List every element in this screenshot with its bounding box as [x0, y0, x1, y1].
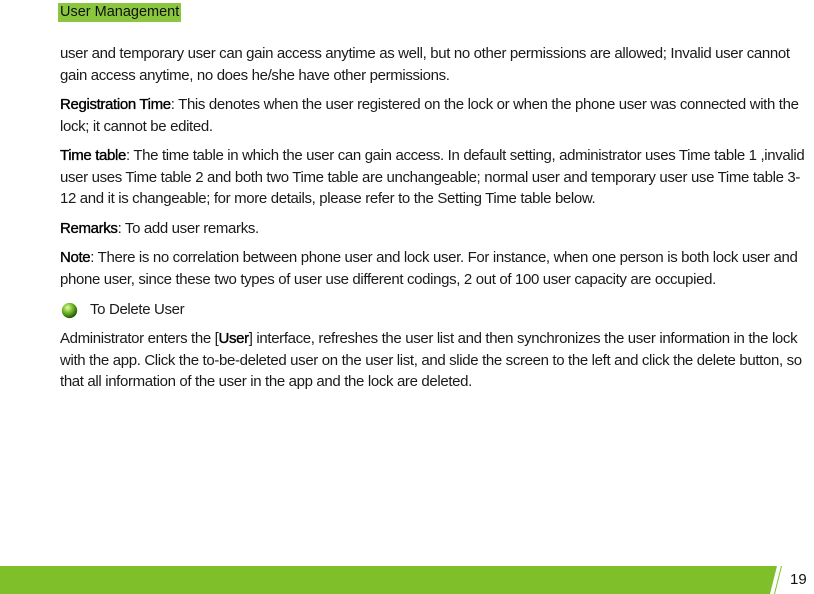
- delete-user-text-rest: ] interface, refreshes the user list and then synchronizes the user information in the lock with the app. Click the to-be-deleted user on the user list, and slide the screen to the left and click the delete button, so that all information of the user in the app and the lock are deleted.: [60, 330, 802, 390]
- registration-time-description: : This denotes when the user registered on the lock or when the phone user was connected with the lock; it cannot be edited.: [60, 96, 799, 135]
- note-description: : There is no correlation between phone user and lock user. For instance, when one person is both lock user and phone user, since these two types of user use different codings, 2 out of 100 user capacity are occupied.: [60, 249, 798, 288]
- term-remarks: Remarks: [60, 219, 118, 237]
- paragraph-note: [60, 247, 810, 290]
- term-user: User: [218, 330, 249, 347]
- paragraph-time-table: [60, 145, 810, 210]
- footer-bar: [0, 566, 760, 594]
- green-sphere-bullet-icon: [61, 302, 78, 319]
- time-table-description: : The time table in which the user can gain access. In default setting, administrator uses Time table 1 ,invalid user uses Time table 2 and both two Time table are unchangeable; normal user and temporary user use Time table 3-12 and it is changeable; for more details, please refer to the Setting Time table below.: [60, 147, 805, 207]
- paragraph-registration-time: [60, 94, 810, 137]
- section-tag: User Management: [60, 4, 180, 20]
- paragraph-remarks: [60, 218, 810, 240]
- page-number: 19: [790, 571, 807, 588]
- body-content: [60, 43, 810, 401]
- bullet-label: To Delete User: [90, 301, 185, 319]
- bullet-heading-delete-user: [60, 298, 810, 322]
- paragraph-delete-user: [60, 328, 810, 393]
- remarks-description: : To add user remarks.: [117, 219, 259, 237]
- footer-slash-decoration: [760, 566, 782, 594]
- term-registration-time: Registration Time: [60, 96, 171, 113]
- delete-user-text-start: Administrator enters the [: [60, 330, 219, 347]
- paragraph-permissions: user and temporary user can gain access anytime as well, but no other permissions are allowed; Invalid user cannot gain access anytime, no does he/she have other permissions.: [60, 45, 790, 84]
- term-time-table: Time table: [60, 147, 126, 164]
- term-note: Note: [60, 249, 91, 266]
